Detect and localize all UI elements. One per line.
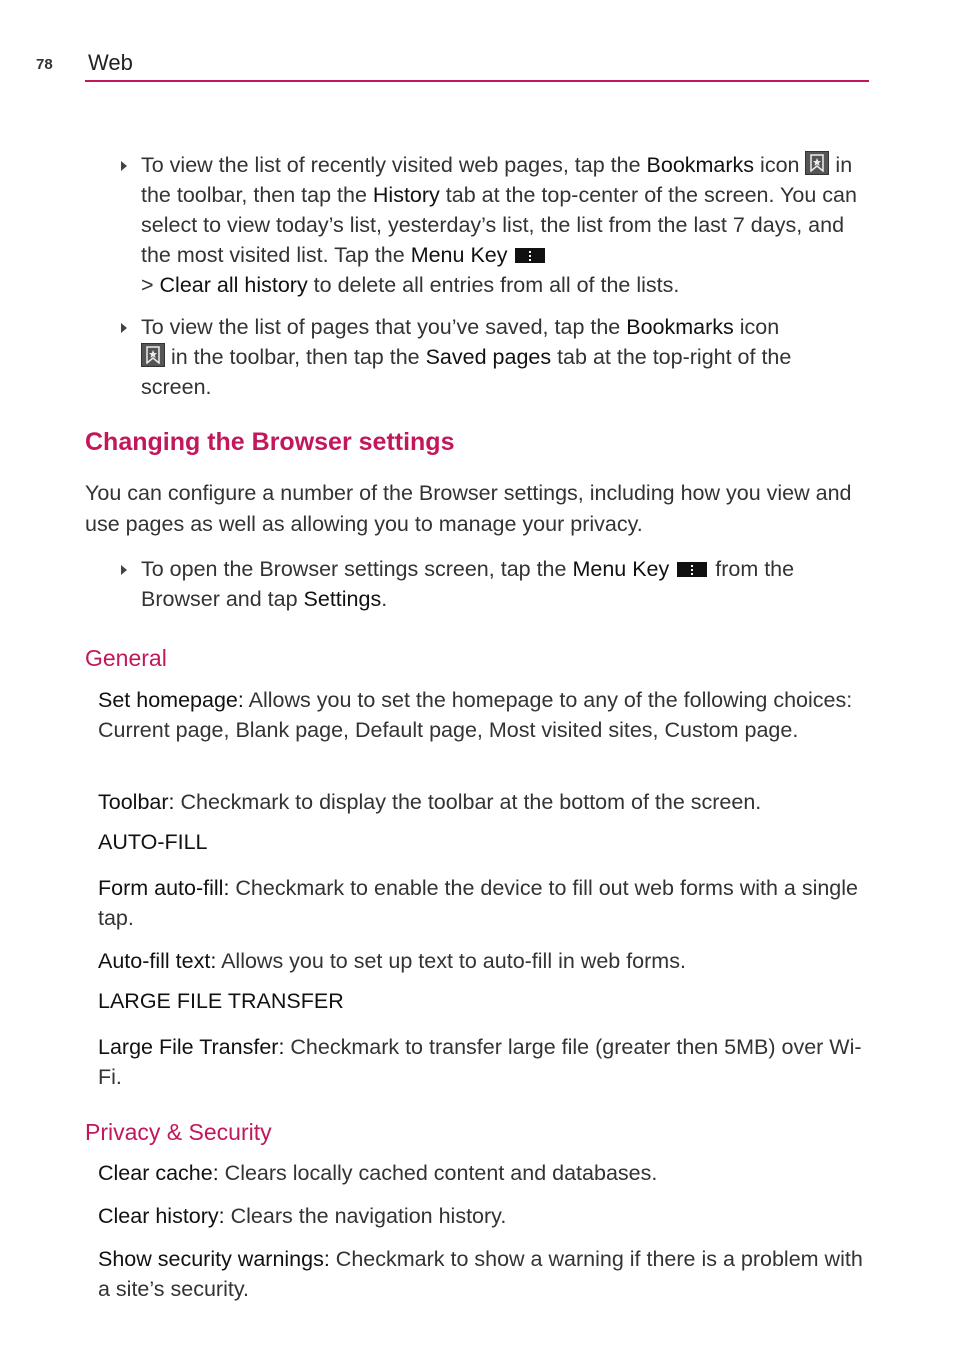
bookmarks-term: Bookmarks (626, 315, 734, 339)
autofill-caption: AUTO-FILL (98, 830, 208, 854)
bullet-saved-pages: To view the list of pages that you’ve saved, tap the Bookmarks icon in the toolbar, then tap the Saved pages tab at the top-right of the screen. (141, 312, 863, 402)
set-homepage-label: Set homepage: (98, 688, 244, 712)
toolbar-entry: Toolbar: Checkmark to display the toolbar at the bottom of the screen. (98, 790, 762, 814)
menu-key-icon (677, 562, 707, 577)
bullet-arrow-icon (121, 565, 127, 575)
bookmark-icon (141, 343, 165, 367)
general-heading: General (85, 645, 167, 671)
form-autofill-entry: Form auto-fill: Checkmark to enable the device to fill out web forms with a single tap. (98, 876, 859, 930)
header-divider (85, 80, 869, 82)
privacy-heading: Privacy & Security (85, 1119, 272, 1145)
menu-key-icon (515, 248, 545, 263)
autofill-text-entry: Auto-fill text: Allows you to set up text to auto-fill in web forms. (98, 949, 686, 973)
saved-pages-term: Saved pages (425, 345, 552, 369)
page-number: 78 (36, 56, 53, 73)
large-file-caption: LARGE FILE TRANSFER (98, 989, 344, 1013)
clear-cache-label: Clear cache: (98, 1161, 219, 1185)
clear-cache-entry: Clear cache: Clears locally cached content and databases. (98, 1161, 658, 1185)
bookmarks-term: Bookmarks (646, 153, 755, 177)
section-intro: You can configure a number of the Browser settings, including how you view and use pages as well as allowing you to manage your privacy. (85, 481, 852, 536)
bullet-recent-history: To view the list of recently visited web pages, tap the Bookmarks icon in the toolbar, then tap the History tab at the top-center of the screen. You can select to view today’s list, yesterday’s list, the list from the last 7 days, and the most visited list. Tap the Menu Key > Clear all history to delete all entries from all of the lists. (141, 150, 863, 300)
section-header: Web (88, 50, 133, 75)
menu-key-term: Menu Key (572, 557, 670, 581)
form-autofill-label: Form auto-fill: (98, 876, 230, 900)
bullet-open-settings: To open the Browser settings screen, tap the Menu Key from the Browser and tap Settings. (141, 554, 863, 614)
bullet-arrow-icon (121, 323, 127, 333)
security-warnings-entry: Show security warnings: Checkmark to show a warning if there is a problem with a site’s security. (98, 1247, 863, 1301)
section-title: Changing the Browser settings (85, 428, 455, 456)
bookmark-icon (805, 151, 829, 175)
autofill-text-label: Auto-fill text: (98, 949, 217, 973)
settings-term: Settings (303, 587, 382, 611)
clear-all-history-term: Clear all history (159, 273, 308, 297)
bullet-arrow-icon (121, 161, 127, 171)
toolbar-label: Toolbar: (98, 790, 175, 814)
menu-key-term: Menu Key (410, 243, 508, 267)
history-term: History (372, 183, 440, 207)
set-homepage-entry: Set homepage: Allows you to set the homepage to any of the following choices: Current page, Blank page, Default page, Most visited sites, Custom page. (98, 688, 853, 742)
clear-history-entry: Clear history: Clears the navigation history. (98, 1204, 507, 1228)
clear-history-label: Clear history: (98, 1204, 225, 1228)
large-file-entry: Large File Transfer: Checkmark to transfer large file (greater then 5MB) over Wi-Fi. (98, 1035, 862, 1089)
security-warnings-label: Show security warnings: (98, 1247, 330, 1271)
large-file-label: Large File Transfer: (98, 1035, 285, 1059)
